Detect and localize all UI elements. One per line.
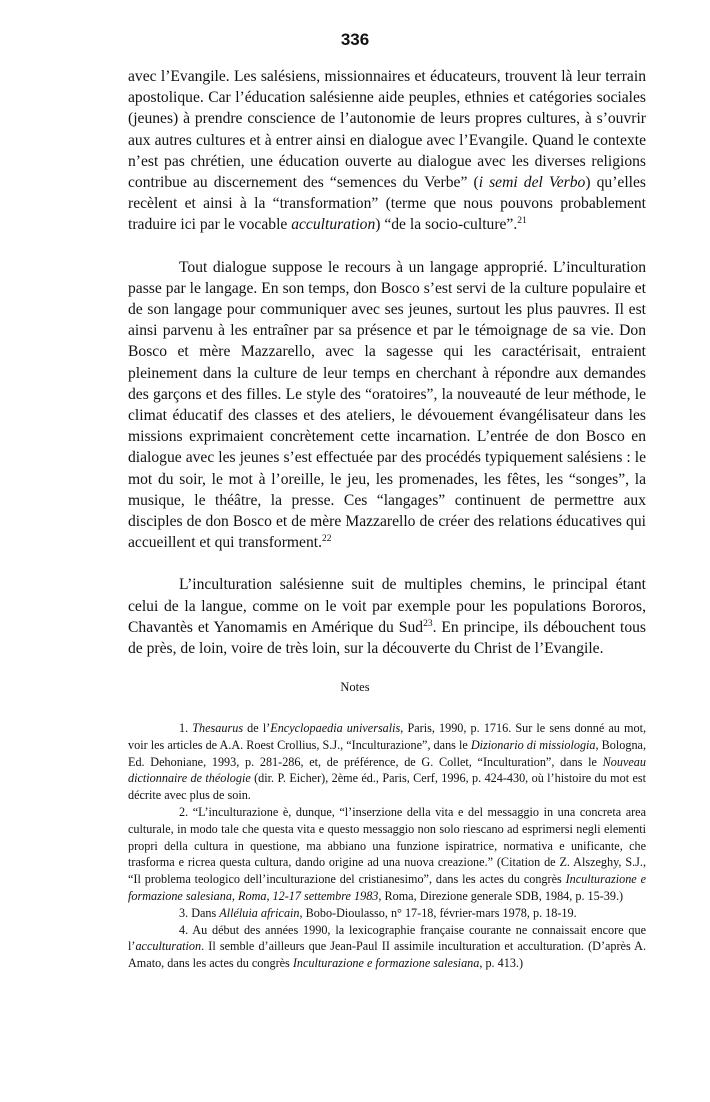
paragraph-continuation bbox=[128, 66, 646, 236]
italic-text: acculturation bbox=[291, 216, 376, 234]
paragraph-inculturation bbox=[128, 574, 646, 659]
italic-text: Dizionario di missiologia bbox=[470, 737, 596, 752]
text-run: , Bobo-Dioulasso, n° 17-18, février-mars 1978, p. 18-19. bbox=[299, 905, 577, 920]
text-run: 3. Dans bbox=[179, 905, 220, 920]
text-run: 2. “L’inculturazione è, dunque, “l’inserzione della vita e del messaggio in una concreta area culturale, in modo tale che questa vita e questo messaggio non solo riescano ad esprimersi negli elementi propri della cultura in questione, ma abbiano una funzione ispiratrice, normativa e unificante, che trasforma e ricrea questa cultura, dando origine ad una nuova creazione.” (Citation de Z. Alszeghy, S.J., “Il problema teologico dell’inculturazione del cristianesimo”, dans les actes du congrès bbox=[128, 804, 646, 887]
text-run: . Il semble d’ailleurs que Jean-Paul II assimile inculturation et acculturation. (D’après A. Amato, dans les actes du congrès bbox=[128, 939, 646, 971]
text-run: de l’ bbox=[243, 721, 271, 735]
note-4 bbox=[128, 922, 646, 972]
text-run: , Bologna, Ed. Dehoniane, 1993, p. 281-286, et, de préférence, de G. Collet, “Inculturation”, dans le bbox=[128, 737, 647, 769]
text-run: avec l’Evangile. Les salésiens, missionnaires et éducateurs, trouvent là leur terrain apostolique. Car l’éducation salésienne aide peuples, ethnies et catégories sociales (jeunes) à prendre conscience de l’autonomie de leurs propres cultures, à s’ouvrir aux autres cultures et à entrer ainsi en dialogue avec l’Evangile. Quand le contexte n’est pas chrétien, une éducation ouverte au dialogue avec les diverses religions contribue au discernement des “semences du Verbe” ( bbox=[128, 68, 646, 192]
notes-section bbox=[128, 720, 646, 972]
text-run: 4. Au début des années 1990, la lexicographie française courante ne connaissait encore que l’ bbox=[128, 922, 646, 954]
text-run: 1. bbox=[179, 721, 193, 735]
italic-text: Nouveau dictionnaire de théologie bbox=[128, 754, 646, 786]
note-3 bbox=[128, 905, 646, 922]
text-run: . En principe, ils débouchent tous de près, de loin, voire de très loin, sur la découverte du Christ de l’Evangile. bbox=[128, 618, 647, 658]
italic-text: Inculturazione e formazione salesiana bbox=[292, 956, 480, 971]
footnote-ref: 22 bbox=[321, 534, 332, 545]
text-run: Tout dialogue suppose le recours à un langage approprié. L’inculturation passe par le langage. En son temps, don Bosco s’est servi de la culture populaire et de son langage pour communiquer avec ses jeunes, surtout les plus pauvres. Il est ainsi parvenu à les entraîner par sa présence et par le témoignage de sa vie. Don Bosco et mère Mazzarello, avec la sagesse qui les caractérisait, entraient pleinement dans la culture de leur temps en cherchant à répondre aux demandes des garçons et des filles. Le style des “oratoires”, la nouveauté de leur méthode, le climat éducatif des classes et des ateliers, le dévouement évangélisateur dans les missions exprimaient concrètement cette incarnation. L’entrée de don Bosco en dialogue avec les jeunes s’est effectuée par des procédés typiquement salésiens : le mot du soir, le mot à l’oreille, le jeu, les promenades, les fêtes, les “songes”, la musique, le théâtre, la presse. Ces “langages” continuent de permettre aux disciples de don Bosco et de mère Mazzarello de créer des relations éducatives qui accueillent et qui transforment. bbox=[128, 258, 646, 552]
footnote-ref: 23 bbox=[423, 618, 433, 629]
italic-text: Alléluia africain bbox=[219, 905, 300, 920]
page-number: 336 bbox=[340, 30, 370, 49]
text-run: , p. 413.) bbox=[479, 956, 524, 971]
footnote-ref: 21 bbox=[517, 216, 527, 227]
text-run: L’inculturation salésienne suit de multiples chemins, le principal étant celui de la langue, comme on le voit par exemple pour les populations Bororos, Chavantès et Yanomamis en Amérique du Sud bbox=[128, 576, 646, 636]
text-run: , Paris, 1990, p. 1716. Sur le sens donné au mot, voir les articles de A.A. Roest Crollius, S.J., “Inculturazione”, dans le bbox=[128, 721, 646, 752]
text-run: (dir. P. Eicher), 2ème éd., Paris, Cerf, 1996, p. 424-430, où l’histoire du mot est décrite avec plus de soin. bbox=[128, 771, 646, 803]
text-run: ) qu’elles recèlent et ainsi à la “transformation” (terme que nous pouvons probablement traduire ici par le vocable bbox=[128, 174, 646, 234]
note-2 bbox=[128, 804, 646, 905]
italic-text: Encyclopaedia universalis bbox=[270, 721, 401, 735]
text-run: ) “de la socio-culture”. bbox=[375, 216, 518, 234]
notes-title: Notes bbox=[340, 680, 370, 694]
italic-text: Inculturazione e formazione salesiana, Roma, 12-17 settembre 1983 bbox=[128, 872, 646, 903]
text-run: , Roma, Direzione generale SDB, 1984, p. 15-39.) bbox=[378, 888, 624, 903]
body-text bbox=[128, 66, 646, 680]
italic-text: acculturation bbox=[135, 939, 202, 954]
paragraph-dialogue bbox=[128, 257, 646, 554]
italic-text: i semi del Verbo bbox=[478, 174, 586, 192]
italic-text: Thesaurus bbox=[192, 721, 244, 735]
note-1 bbox=[128, 720, 646, 804]
